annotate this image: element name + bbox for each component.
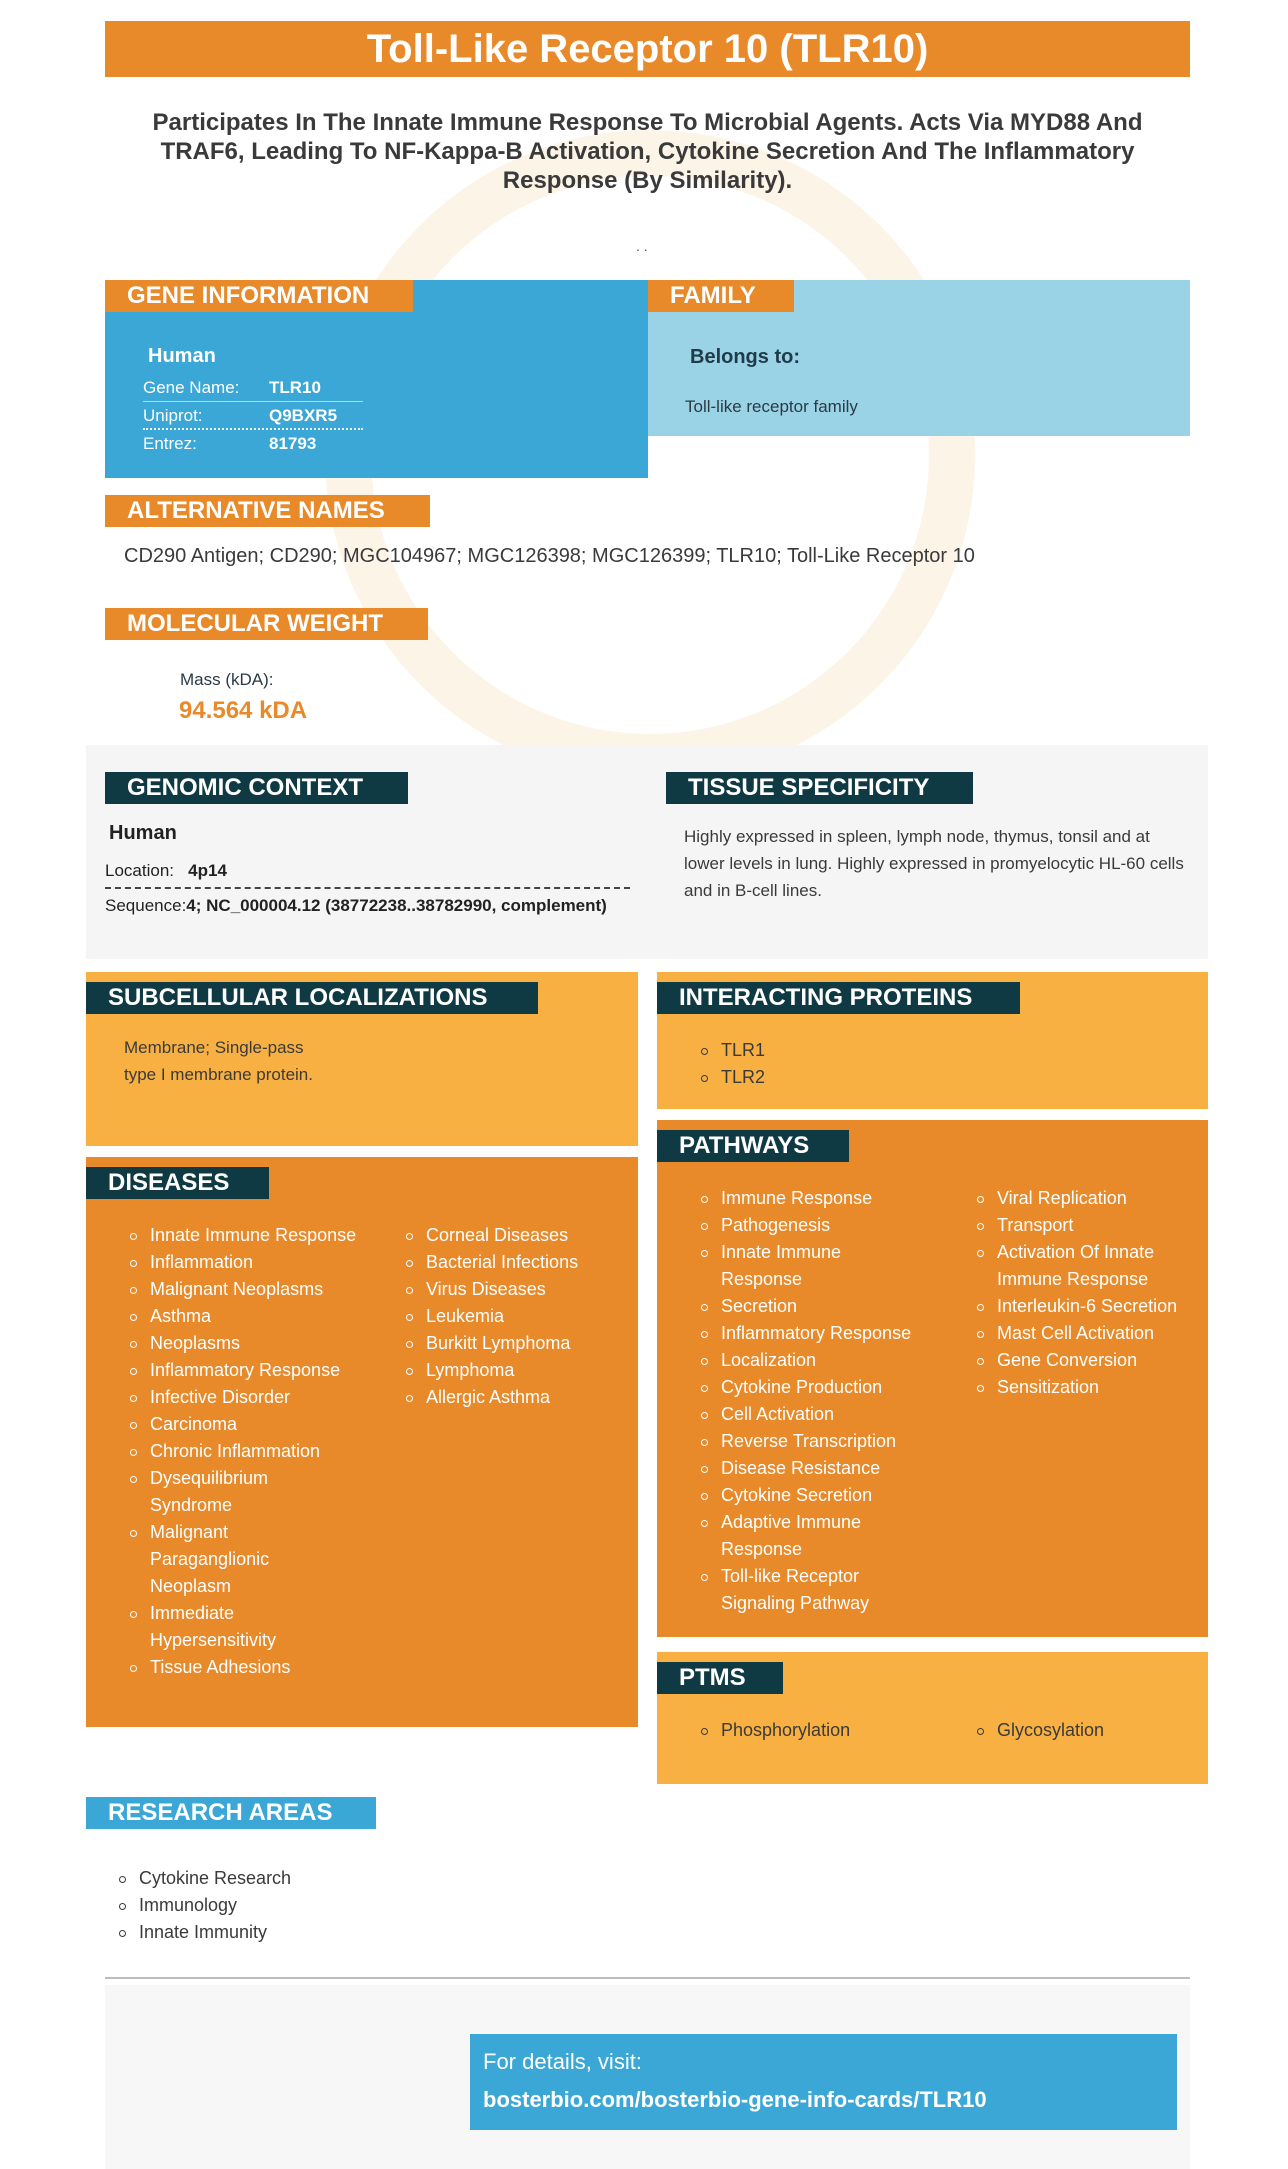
list-item: Localization (701, 1347, 916, 1374)
list-item: Asthma (130, 1303, 370, 1330)
list-item: Viral Replication (977, 1185, 1192, 1212)
alternative-names-text: CD290 Antigen; CD290; MGC104967; MGC126398; MGC126399; TLR10; Toll-Like Receptor 10 (124, 545, 975, 567)
list-item: Sensitization (977, 1374, 1192, 1401)
page-title: Toll-Like Receptor 10 (TLR10) (105, 21, 1190, 77)
list-item: Leukemia (406, 1303, 626, 1330)
gene-name-value: TLR10 (269, 378, 321, 397)
list-item: Glycosylation (977, 1717, 1104, 1744)
family-panel (648, 280, 1190, 436)
mass-label: Mass (kDA): (180, 670, 274, 689)
tissue-specificity-header: TISSUE SPECIFICITY (666, 772, 973, 804)
list-item: Interleukin-6 Secretion (977, 1293, 1192, 1320)
list-item: Infective Disorder (130, 1384, 370, 1411)
list-item: Chronic Inflammation (130, 1438, 370, 1465)
entrez-row (143, 430, 363, 458)
sequence-row (105, 896, 607, 916)
details-link-box[interactable] (470, 2034, 1177, 2130)
family-belongs-label: Belongs to: (690, 346, 800, 368)
list-item: Toll-like Receptor Signaling Pathway (701, 1563, 901, 1617)
list-item: Cytokine Research (119, 1865, 291, 1892)
list-item: Cytokine Secretion (701, 1482, 916, 1509)
subcellular-text (124, 1034, 313, 1088)
pathways-list-col2 (977, 1185, 1192, 1401)
location-label: Location: (105, 861, 174, 880)
list-item: Corneal Diseases (406, 1222, 626, 1249)
molecular-weight-header: MOLECULAR WEIGHT (105, 608, 428, 640)
list-item: Phosphorylation (701, 1717, 850, 1744)
ptms-header: PTMS (657, 1662, 783, 1694)
details-label: For details, visit: (483, 2049, 642, 2074)
research-areas-list (119, 1865, 291, 1946)
list-item: Allergic Asthma (406, 1384, 626, 1411)
gene-information-panel (105, 280, 648, 478)
interacting-proteins-list (701, 1037, 765, 1091)
list-item: Transport (977, 1212, 1192, 1239)
gene-species: Human (148, 345, 216, 367)
list-item: Carcinoma (130, 1411, 370, 1438)
list-item: Immunology (119, 1892, 291, 1919)
list-item: Lymphoma (406, 1357, 626, 1384)
location-divider (105, 887, 630, 889)
family-value: Toll-like receptor family (685, 397, 858, 416)
list-item: Gene Conversion (977, 1347, 1192, 1374)
list-item: Inflammatory Response (130, 1357, 370, 1384)
genomic-context-header: GENOMIC CONTEXT (105, 772, 408, 804)
list-item: Cell Activation (701, 1401, 916, 1428)
alternative-names-header: ALTERNATIVE NAMES (105, 495, 430, 527)
diseases-list-col2 (406, 1222, 626, 1411)
diseases-header: DISEASES (86, 1167, 269, 1199)
genomic-species: Human (109, 822, 177, 844)
family-header: FAMILY (648, 280, 794, 312)
ptms-panel (657, 1652, 1208, 1784)
details-url-link[interactable]: bosterbio.com/bosterbio-gene-info-cards/TLR10 (483, 2087, 987, 2112)
location-value: 4p14 (188, 861, 227, 880)
list-item: Immediate Hypersensitivity (130, 1600, 280, 1654)
list-item: Immune Response (701, 1185, 916, 1212)
subcellular-line-2: type I membrane protein. (124, 1065, 313, 1084)
entrez-value: 81793 (269, 434, 317, 453)
list-item: Tissue Adhesions (130, 1654, 370, 1681)
list-item: Virus Diseases (406, 1276, 626, 1303)
subcellular-line-1: Membrane; Single-pass (124, 1038, 304, 1057)
list-item: Inflammatory Response (701, 1320, 916, 1347)
ptms-list-col2 (977, 1717, 1104, 1744)
list-item: Innate Immune Response (701, 1239, 866, 1293)
list-item: Malignant Paraganglionic Neoplasm (130, 1519, 280, 1600)
diseases-panel (86, 1157, 638, 1727)
sequence-label: Sequence: (105, 896, 187, 915)
list-item: Pathogenesis (701, 1212, 916, 1239)
list-item: Adaptive Immune Response (701, 1509, 871, 1563)
diseases-list-col1 (130, 1222, 370, 1681)
location-row (105, 861, 227, 881)
gene-name-row (143, 374, 363, 402)
uniprot-label: Uniprot: (143, 406, 203, 425)
list-item: TLR2 (701, 1064, 765, 1091)
entrez-label: Entrez: (143, 434, 197, 453)
list-item: Reverse Transcription (701, 1428, 916, 1455)
gene-information-header: GENE INFORMATION (105, 280, 413, 312)
pathways-header: PATHWAYS (657, 1130, 849, 1162)
tissue-specificity-text: Highly expressed in spleen, lymph node, thymus, tonsil and at lower levels in lung. Highly expressed in promyelocytic HL-60 cells and in B-cell lines. (684, 827, 1184, 900)
list-item: Disease Resistance (701, 1455, 916, 1482)
list-item: Malignant Neoplasms (130, 1276, 370, 1303)
list-item: Innate Immune Response (130, 1222, 370, 1249)
ptms-list-col1 (701, 1717, 850, 1744)
list-item: Innate Immunity (119, 1919, 291, 1946)
uniprot-value: Q9BXR5 (269, 406, 338, 425)
separator-dots: . . (636, 238, 648, 254)
interacting-proteins-header: INTERACTING PROTEINS (657, 982, 1020, 1014)
list-item: Neoplasms (130, 1330, 370, 1357)
research-areas-header: RESEARCH AREAS (86, 1797, 376, 1829)
list-item: Mast Cell Activation (977, 1320, 1192, 1347)
subcellular-header: SUBCELLULAR LOCALIZATIONS (86, 982, 538, 1014)
list-item: Dysequilibrium Syndrome (130, 1465, 280, 1519)
list-item: Burkitt Lymphoma (406, 1330, 626, 1357)
mass-value: 94.564 kDA (179, 697, 308, 724)
footer-divider (105, 1977, 1190, 1979)
interacting-proteins-panel (657, 972, 1208, 1109)
list-item: TLR1 (701, 1037, 765, 1064)
list-item: Bacterial Infections (406, 1249, 626, 1276)
list-item: Activation Of Innate Immune Response (977, 1239, 1167, 1293)
sequence-value: 4; NC_000004.12 (38772238..38782990, complement) (186, 896, 607, 915)
pathways-panel (657, 1120, 1208, 1637)
subcellular-panel (86, 972, 638, 1146)
pathways-list-col1 (701, 1185, 916, 1617)
list-item: Secretion (701, 1293, 916, 1320)
gene-name-label: Gene Name: (143, 378, 240, 397)
list-item: Cytokine Production (701, 1374, 916, 1401)
list-item: Inflammation (130, 1249, 370, 1276)
uniprot-row (143, 402, 363, 430)
page-subtitle: Participates In The Innate Immune Response To Microbial Agents. Acts Via MYD88 And TRAF6, Leading To NF-Kappa-B Activation, Cytokine Secretion And The Inflammatory Response (By Similarity). (152, 109, 1143, 194)
